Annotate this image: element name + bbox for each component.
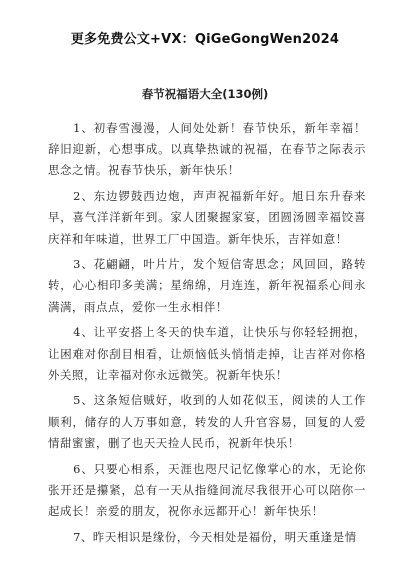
paragraph: 2、东边锣鼓西边炮，声声祝福新年好。旭日东升春来早，喜气洋洋新年到。家人团聚握家宴，团圆汤圆幸福饺喜庆祥和年味道，世界工厂中国造。新年快乐，吉祥如意！ bbox=[48, 189, 366, 246]
paragraph: 3、花翩翩，叶片片，发个短信寄思念；风回回，路转转，心心相印多美满；星绵绵，月连连，新年祝福系心间永满满，雨点点，爱你一生永相伴！ bbox=[48, 257, 366, 314]
document-body bbox=[48, 118, 366, 552]
document-title: 春节祝福语大全(130例) bbox=[141, 87, 269, 101]
paragraph: 4、让平安搭上冬天的快车道，让快乐与你轻轻拥抱，让困难对你刮目相看，让烦恼低头悄悄走掉，让吉祥对你格外关照，让幸福对你永远微笑。祝新年快乐！ bbox=[48, 325, 366, 382]
paragraph: 7、昨天相识是缘份，今天相处是福份，明天重逢是情 bbox=[73, 529, 357, 544]
paragraph: 6、只要心相系，天涯也咫尺记忆像掌心的水，无论你张开还是攥紧，总有一天从指缝间流尽我很开心可以陪你一起成长！亲爱的朋友，祝你永远都开心！新年快乐！ bbox=[48, 461, 366, 518]
paragraph: 1、初春雪漫漫，人间处处新！春节快乐，新年幸福！辞旧迎新，心想事成。以真挚热诚的祝福，在春节之际表示思念之情。祝春节快乐，新年快乐！ bbox=[48, 121, 366, 178]
promo-header: 更多免费公文+VX：QiGeGongWen2024 bbox=[70, 32, 340, 47]
paragraph: 5、这条短信贼好，收到的人如花似玉，阅读的人工作顺利，储存的人万事如意，转发的人升官容易，回复的人爱情甜蜜蜜，删了也天天捡人民币，祝新年快乐！ bbox=[48, 393, 366, 450]
